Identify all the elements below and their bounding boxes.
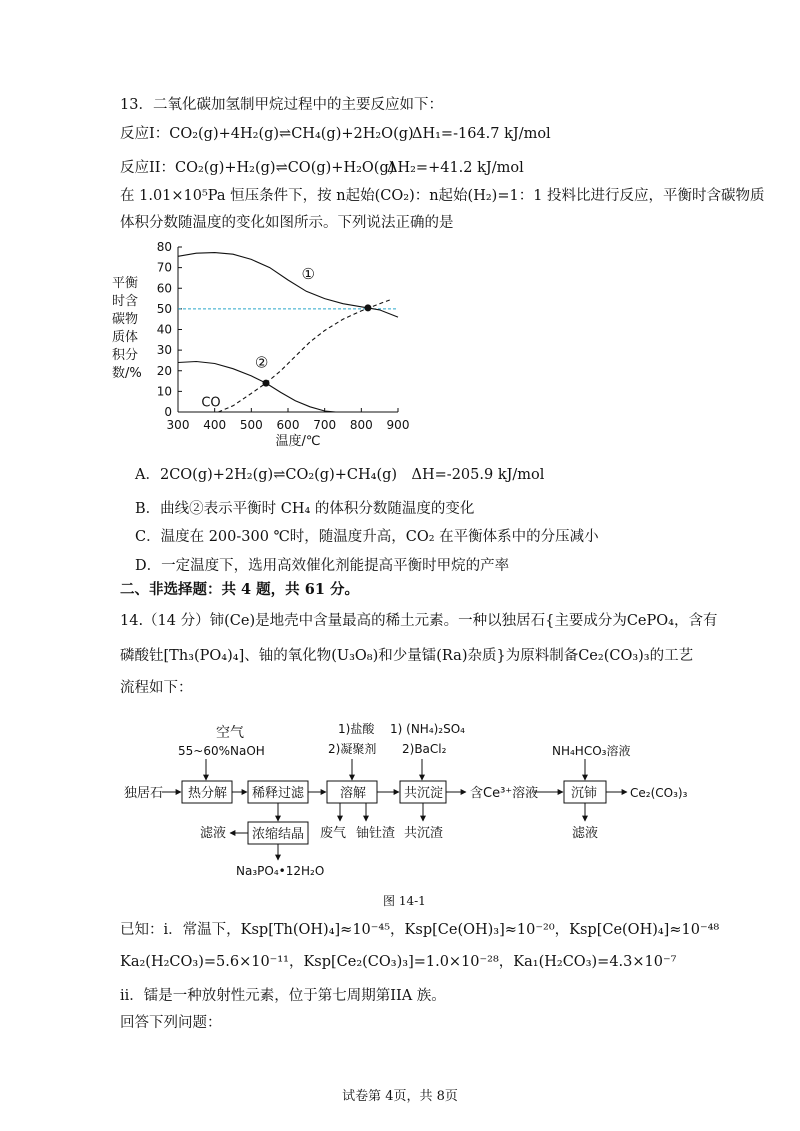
reaction-2-label: 反应II： [120, 160, 175, 176]
reaction-2 [120, 158, 394, 178]
label-barium-chloride: 2)BaCl₂ [402, 742, 447, 756]
option-a: A．2CO(g)+2H₂(g)⇌CO₂(g)+CH₄(g) ΔH=-205.9 kJ/mol [135, 467, 545, 483]
box-dissolve-label: 溶解 [340, 786, 367, 801]
page-footer: 试卷第 4页，共 8页 [342, 1089, 458, 1104]
y-tick-label: 30 [156, 343, 172, 358]
option-b: B．曲线②表示平衡时 CH₄ 的体积分数随温度的变化 [135, 501, 475, 517]
q14-line-3: 流程如下： [120, 680, 193, 696]
y-tick-label: 70 [156, 260, 172, 275]
answer-prompt: 回答下列问题： [120, 1015, 222, 1031]
label-naoh: 55~60%NaOH [178, 744, 265, 758]
q13-condition-2: 体积分数随温度的变化如图所示。下列说法正确的是 [120, 215, 454, 231]
process-flow-diagram [120, 715, 720, 880]
q13-condition-1: 在 1.01×10⁵Pa 恒压条件下，按 n起始(CO₂)：n起始(H₂)=1：1 投料比进行反应，平衡时含碳物质 [120, 188, 765, 204]
x-tick-label: 900 [386, 418, 410, 432]
x-tick-label: 300 [166, 418, 190, 432]
intersection-point-2 [364, 304, 371, 311]
reaction-1-enthalpy: ΔH₁=-164.7 kJ/mol [412, 126, 551, 142]
box-concentrate-crystallize-label: 浓缩结晶 [252, 827, 305, 842]
y-axis-label-line: 时含 [112, 294, 139, 309]
x-tick-label: 700 [313, 418, 337, 432]
reaction-2-enthalpy: ΔH₂=+41.2 kJ/mol [387, 160, 524, 176]
x-tick-label: 800 [349, 418, 373, 432]
y-axis-label-line: 数/% [112, 366, 142, 381]
label-filtrate-right: 滤液 [572, 826, 599, 841]
q14-line-1: 14.（14 分）铈(Ce)是地壳中含量最高的稀土元素。一种以独居石{主要成分为CePO₄，含有 [120, 613, 718, 629]
curve-label-1: ① [301, 264, 315, 283]
reaction-1-label: 反应I： [120, 126, 170, 142]
box-cerium-precipitation-label: 沉铈 [571, 786, 598, 801]
equilibrium-chart [110, 235, 430, 470]
x-tick-label: 400 [203, 418, 227, 432]
y-axis-label-line: 碳物 [112, 312, 139, 327]
label-air: 空气 [216, 725, 244, 741]
label-ce3-solution: 含Ce³⁺溶液 [470, 786, 539, 801]
label-cerium-carbonate: Ce₂(CO₃)₃ [630, 786, 688, 800]
x-tick-label: 600 [276, 418, 300, 432]
label-ammonium-sulfate: 1) (NH₄)₂SO₄ [390, 722, 465, 736]
label-nh4hco3: NH₄HCO₃溶液 [552, 744, 631, 758]
label-sodium-phosphate: Na₃PO₄•12H₂O [236, 864, 325, 878]
known-line-1: 已知：i．常温下，Ksp[Th(OH)₄]≈10⁻⁴⁵，Ksp[Ce(OH)₃]≈10⁻²⁰，Ksp[Ce(OH)₄]≈10⁻⁴⁸ [120, 922, 720, 938]
known-line-2: Ka₂(H₂CO₃)=5.6×10⁻¹¹，Ksp[Ce₂(CO₃)₃]=1.0×10⁻²⁸，Ka₁(H₂CO₃)=4.3×10⁻⁷ [120, 954, 677, 970]
label-hcl: 1)盐酸 [338, 722, 375, 736]
section-2-heading: 二、非选择题：共 4 题，共 61 分。 [120, 581, 359, 598]
label-flocculant: 2)凝聚剂 [328, 742, 377, 756]
y-tick-label: 60 [156, 281, 172, 296]
figure-caption: 图 14-1 [383, 894, 426, 908]
y-tick-label: 80 [156, 240, 172, 254]
y-tick-label: 10 [156, 384, 172, 399]
flow-arrows [162, 759, 627, 860]
curve-label-2: ② [254, 353, 269, 372]
q14-line-2: 磷酸钍[Th₃(PO₄)₄]、铀的氧化物(U₃O₈)和少量镭(Ra)杂质}为原料制备Ce₂(CO₃)₃的工艺 [120, 648, 694, 664]
reaction-1-equation: CO₂(g)+4H₂(g)⇌CH₄(g)+2H₂O(g) [169, 126, 414, 142]
option-d: D．一定温度下，选用高效催化剂能提高平衡时甲烷的产率 [135, 558, 510, 574]
y-tick-label: 20 [156, 363, 172, 378]
y-axis-label-line: 质体 [112, 330, 139, 345]
box-dilute-filter-label: 稀释过滤 [252, 786, 305, 801]
label-coprecip-residue: 共沉渣 [404, 826, 444, 841]
y-tick-label: 40 [156, 322, 172, 337]
reaction-2-equation: CO₂(g)+H₂(g)⇌CO(g)+H₂O(g) [174, 160, 395, 176]
curve-label-co: CO [201, 395, 221, 411]
option-c: C．温度在 200-300 ℃时，随温度升高，CO₂ 在平衡体系中的分压减小 [135, 529, 599, 545]
y-axis-label-line: 平衡 [112, 276, 139, 291]
label-u-th-residue: 铀钍渣 [356, 826, 396, 841]
label-monazite: 独居石 [124, 786, 164, 801]
q13-stem: 13．二氧化碳加氢制甲烷过程中的主要反应如下： [120, 97, 443, 113]
box-thermal-decomposition-label: 热分解 [188, 786, 228, 801]
x-tick-label: 500 [239, 418, 263, 432]
y-tick-label: 50 [156, 301, 172, 316]
box-coprecipitation-label: 共沉淀 [404, 786, 444, 801]
label-waste-gas: 废气 [320, 826, 347, 841]
x-axis-label: 温度/℃ [275, 434, 321, 449]
intersection-point-1 [263, 380, 270, 387]
y-tick-label: 0 [164, 405, 172, 419]
reaction-1 [120, 124, 414, 144]
y-axis-label-line: 积分 [112, 348, 139, 363]
known-line-3: ii．镭是一种放射性元素，位于第七周期第IIA 族。 [120, 988, 446, 1004]
label-filtrate-left: 滤液 [200, 826, 227, 841]
series-line-3 [218, 300, 390, 412]
